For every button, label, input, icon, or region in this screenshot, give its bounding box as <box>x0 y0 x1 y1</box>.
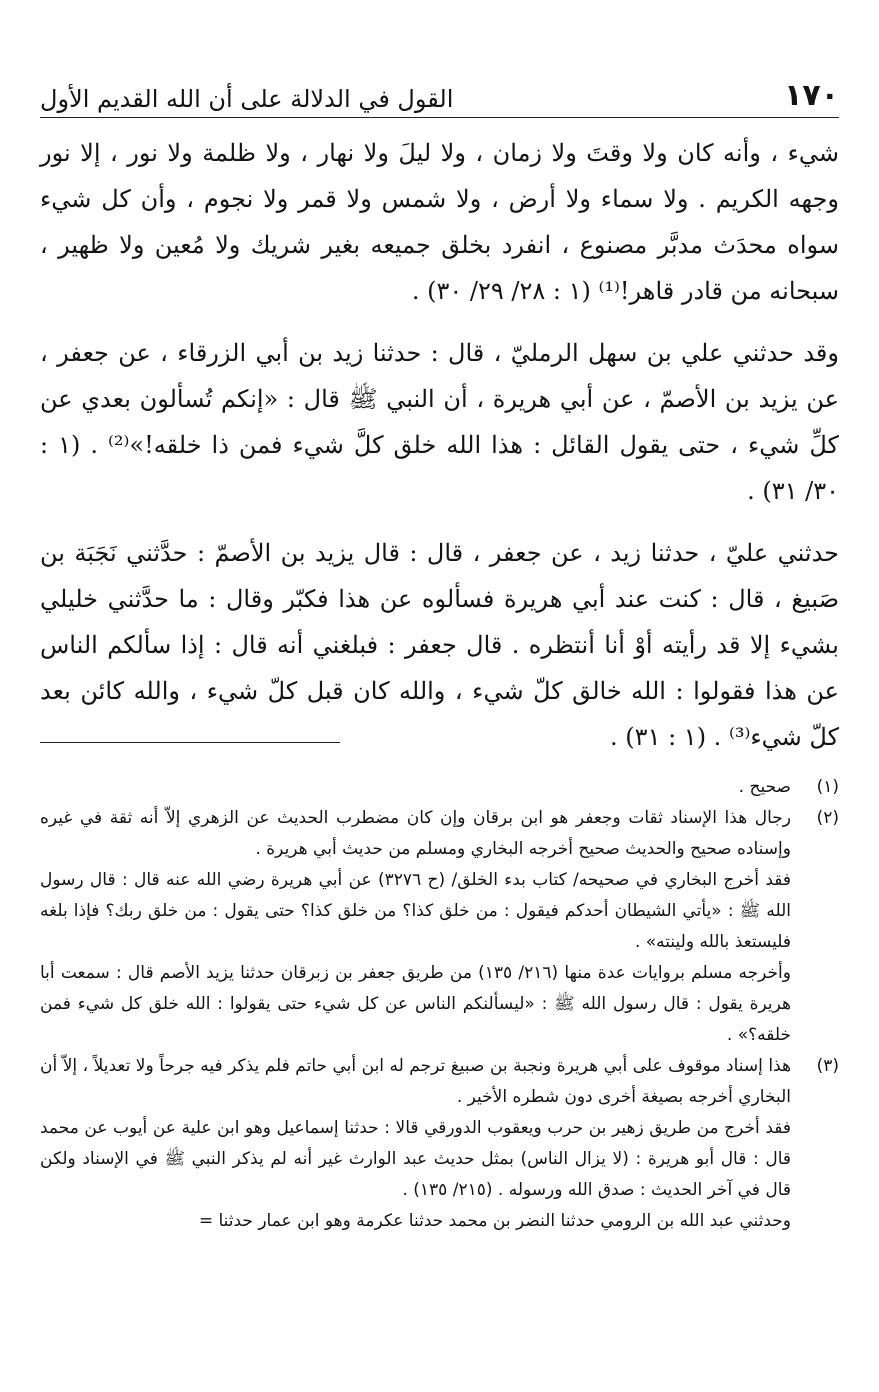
footnote-paragraph: فقد أخرج البخاري في صحيحه/ كتاب بدء الخلق/ (ح ٣٢٧٦) عن أبي هريرة رضي الله عنه قال : قال رسول الله ﷺ : «يأتي الشيطان أحدكم فيقول : من خلق كذا؟ من خلق كذا؟ حتى يقول : من خلق ربك؟ فإذا بلغه فليستعذ بالله ولينته» . <box>40 870 791 952</box>
footnote-number: (١) <box>816 777 839 797</box>
footnote-paragraph: رجال هذا الإسناد ثقات وجعفر هو ابن برقان وإن كان مضطرب الحديث عن الزهري إلاّ أنه ثقة في غيره وإسناده صحيح والحديث صحيح أخرجه البخاري ومسلم من حديث أبي هريرة . <box>40 808 791 859</box>
main-paragraph: وقد حدثني علي بن سهل الرمليّ ، قال : حدثنا زيد بن أبي الزرقاء ، عن جعفر ، عن يزيد بن الأصمّ ، عن أبي هريرة ، أن النبي ﷺ قال : «إنكم تُسألون بعدي عن كلِّ شيء ، حتى يقول القائل : هذا الله خلق كلَّ شيء فمن ذا خلقه!»⁽²⁾ . (١ : ٣٠/ ٣١) . <box>40 339 839 505</box>
footnote-paragraph: وأخرجه مسلم بروايات عدة منها (٢١٦/ ١٣٥) من طريق جعفر بن زبرقان حدثنا يزيد الأصم قال : سمعت أبا هريرة يقول : قال رسول الله ﷺ : «ليسألنكم الناس عن كل شيء حتى يقولوا : الله خلق كل شيء فمن خلقه؟» . <box>40 963 791 1045</box>
page-header <box>40 70 839 118</box>
footnote-paragraph: فقد أخرج من طريق زهير بن حرب ويعقوب الدورقي قالا : حدثنا إسماعيل وهو ابن علية عن أيوب عن محمد قال : قال أبو هريرة : (لا يزال الناس) بمثل حديث عبد الوارث غير أنه لم يذكر النبي ﷺ في الإسناد ولكن قال في آخر الحديث : صدق الله ورسوله . (٢١٥/ ١٣٥) . <box>40 1118 791 1200</box>
footnote-body <box>40 772 791 803</box>
footnote-body <box>40 803 791 1051</box>
footnote-body <box>40 1051 791 1237</box>
main-paragraph: شيء ، وأنه كان ولا وقتَ ولا زمان ، ولا ليلَ ولا نهار ، ولا ظلمة ولا نور ، إلا نور وجهه الكريم . ولا سماء ولا أرض ، ولا شمس ولا قمر ولا نجوم ، وأن كل شيء سواه محدَث مدبَّر مصنوع ، انفرد بخلق جميعه بغير شريك ولا مُعين ولا ظهير ، سبحانه من قادر قاهر!⁽¹⁾ (١ : ٢٨/ ٢٩/ ٣٠) . <box>40 139 839 305</box>
page-number: ١٧٠ <box>784 78 839 113</box>
footnote-number: (٢) <box>816 808 839 828</box>
footnote-3 <box>40 1051 839 1237</box>
footnote-separator <box>40 742 340 743</box>
footnote-paragraph: صحيح . <box>738 777 791 797</box>
footnote-number: (٣) <box>816 1056 839 1076</box>
footnote-paragraph: وحدثني عبد الله بن الرومي حدثنا النضر بن محمد حدثنا عكرمة وهو ابن عمار حدثنا = <box>198 1211 791 1231</box>
running-title: القول في الدلالة على أن الله القديم الأول <box>40 85 454 113</box>
footnote-2 <box>40 803 839 1051</box>
main-paragraph: حدثني عليّ ، حدثنا زيد ، عن جعفر ، قال : قال يزيد بن الأصمّ : حدَّثني نَجَبَة بن صَبيغ ، قال : كنت عند أبي هريرة فسألوه عن هذا فكبّر وقال : ما حدَّثني خليلي بشيء إلا قد رأيته أوْ أنا أنتظره . قال جعفر : فبلغني أنه قال : إذا سألكم الناس عن هذا فقولوا : الله خالق كلّ شيء ، والله كان قبل كلّ شيء ، والله كائن بعد كلّ شيء⁽³⁾ . (١ : ٣١) . <box>40 539 840 751</box>
main-text <box>40 130 839 776</box>
footnote-1 <box>40 772 839 803</box>
footnote-paragraph: هذا إسناد موقوف على أبي هريرة ونجبة بن صبيغ ترجم له ابن أبي حاتم فلم يذكر فيه جرحاً ولا تعديلاً ، إلاّ أن البخاري أخرجه بصيغة أخرى دون شطره الأخير . <box>40 1056 791 1107</box>
footnotes <box>40 772 839 1237</box>
